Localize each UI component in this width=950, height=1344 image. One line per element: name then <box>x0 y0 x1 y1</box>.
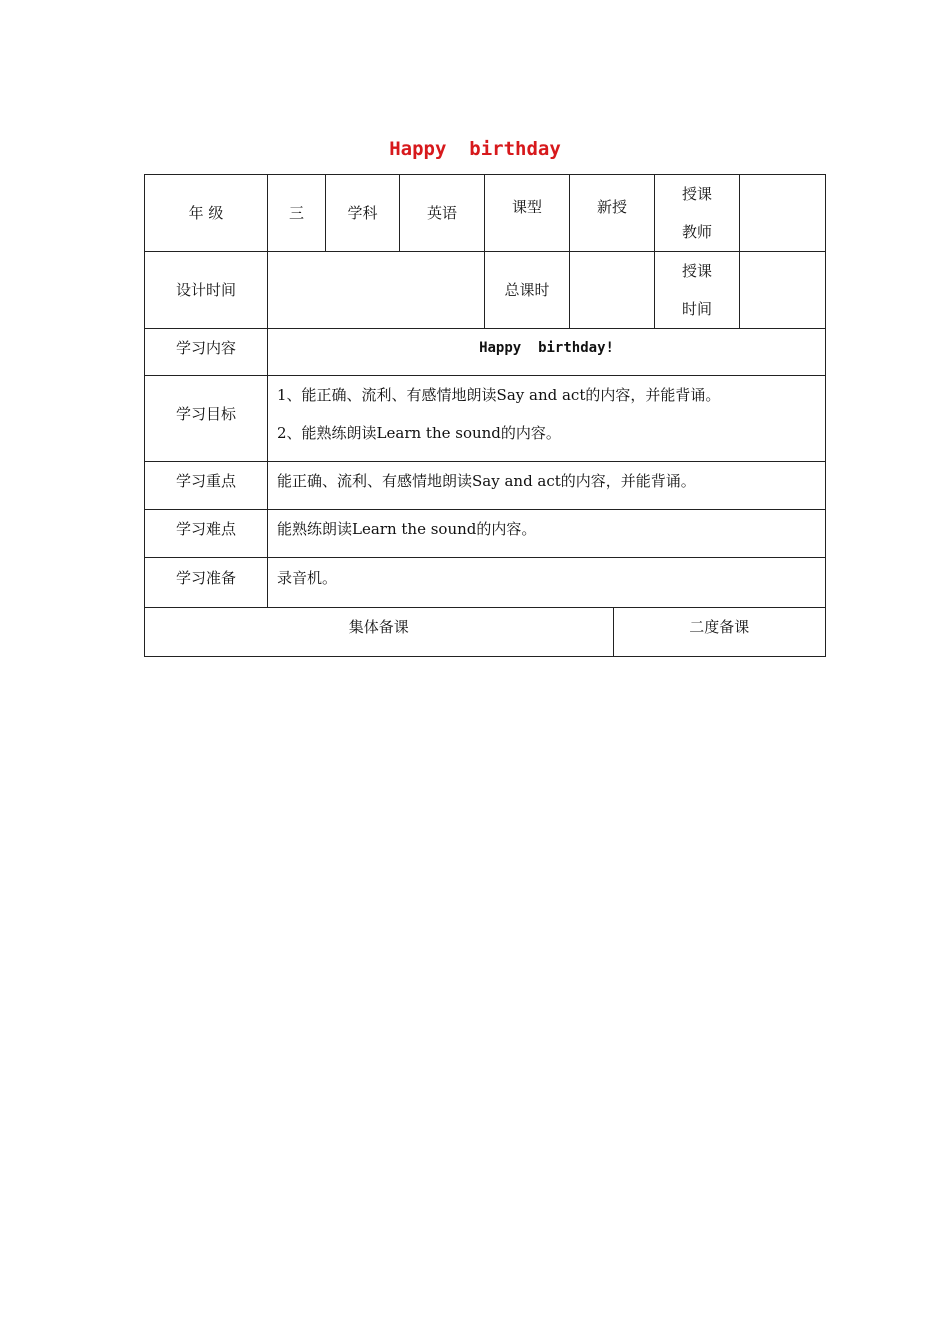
footer-cell <box>145 608 826 657</box>
difficulties-value: 能熟练朗读Learn the sound的内容。 <box>268 510 826 558</box>
teacher-label <box>655 175 740 252</box>
class-time-label <box>655 252 740 329</box>
content-label: 学习内容 <box>145 329 268 376</box>
class-time-label-line2: 时间 <box>681 300 712 318</box>
second-prep-label: 二度备课 <box>689 618 750 636</box>
collective-prep-label: 集体备课 <box>145 608 613 656</box>
row-key-points <box>145 462 826 510</box>
preparation-label: 学习准备 <box>145 558 268 608</box>
grade-value: 三 <box>268 175 326 252</box>
content-value: Happy birthday! <box>268 329 826 376</box>
grade-label: 年 级 <box>145 175 268 252</box>
row-grade <box>145 175 826 252</box>
row-design-time <box>145 252 826 329</box>
subject-label: 学科 <box>326 175 400 252</box>
difficulties-label: 学习难点 <box>145 510 268 558</box>
teacher-label-line2: 教师 <box>681 223 712 241</box>
class-time-label-line1: 授课 <box>681 262 712 280</box>
subject-value: 英语 <box>400 175 485 252</box>
document-title: Happy birthday <box>389 138 561 160</box>
goal-item-1: 1、能正确、流利、有感情地朗读Say and act的内容，并能背诵。 <box>277 386 721 404</box>
footer-table <box>145 608 825 656</box>
teacher-label-line1: 授课 <box>681 185 712 203</box>
row-footer <box>145 608 826 657</box>
class-time-value <box>740 252 826 329</box>
row-preparation <box>145 558 826 608</box>
key-points-value: 能正确、流利、有感情地朗读Say and act的内容，并能背诵。 <box>268 462 826 510</box>
goals-label: 学习目标 <box>145 376 268 462</box>
row-content <box>145 329 826 376</box>
row-difficulties <box>145 510 826 558</box>
teacher-value <box>740 175 826 252</box>
lesson-type-value: 新授 <box>570 175 655 252</box>
key-points-label: 学习重点 <box>145 462 268 510</box>
goals-value <box>268 376 826 462</box>
total-hours-value <box>570 252 655 329</box>
lesson-plan-table <box>144 174 826 657</box>
total-hours-label: 总课时 <box>485 252 570 329</box>
row-goals <box>145 376 826 462</box>
goal-item-2: 2、能熟练朗读Learn the sound的内容。 <box>277 424 561 442</box>
design-time-value <box>268 252 485 329</box>
lesson-type-label: 课型 <box>485 175 570 252</box>
preparation-value: 录音机。 <box>268 558 826 608</box>
design-time-label: 设计时间 <box>145 252 268 329</box>
